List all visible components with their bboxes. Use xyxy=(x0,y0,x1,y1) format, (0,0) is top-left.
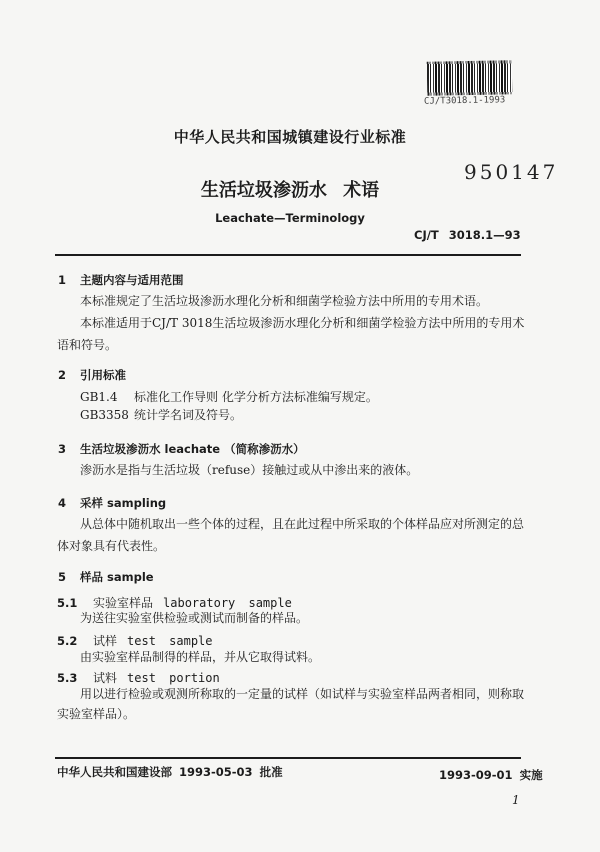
effective-date: 1993-09-01 实施 xyxy=(439,768,543,782)
header-divider xyxy=(55,254,521,256)
subsection-number: 5.2 xyxy=(57,634,78,648)
section-4-para-line-1: 从总体中随机取出一些个体的过程，且在此过程中所采取的个体样品应对所测定的总 xyxy=(80,517,525,531)
term-english: test sample xyxy=(127,634,213,648)
section-title: 引用标准 xyxy=(80,368,126,382)
term-chinese: 试样 xyxy=(93,634,118,648)
section-1-heading xyxy=(58,272,184,288)
term-english: laboratory sample xyxy=(163,596,292,610)
subsection-number: 5.3 xyxy=(57,671,78,685)
issuing-organization: 中华人民共和国城镇建设行业标准 xyxy=(173,128,407,146)
reference-code: GB3358 xyxy=(80,408,129,422)
page-title: 生活垃圾渗沥水 术语 xyxy=(200,180,380,201)
term-english: test portion xyxy=(127,671,220,685)
page-number: 1 xyxy=(512,793,520,807)
section-title: 生活垃圾渗沥水 leachate （简称渗沥水） xyxy=(80,442,305,456)
reference-text: 标准化工作导则 化学分析方法标准编写规定。 xyxy=(134,390,378,404)
document-number: 950147 xyxy=(464,160,559,184)
section-1-para-1: 本标准规定了生活垃圾渗沥水理化分析和细菌学检验方法中所用的专用术语。 xyxy=(80,294,489,308)
section-5-heading xyxy=(58,569,154,585)
subsection-5-2-definition: 由实验室样品制得的样品，并从它取得试料。 xyxy=(80,650,321,664)
section-4-heading xyxy=(58,495,166,511)
section-number: 4 xyxy=(58,496,67,510)
approval-line: 中华人民共和国建设部 1993-05-03 批准 xyxy=(57,765,283,779)
section-2-heading xyxy=(58,367,126,383)
section-3-para: 渗沥水是指与生活垃圾（refuse）接触过或从中渗出来的液体。 xyxy=(80,463,419,477)
page-title-english: Leachate—Terminology xyxy=(215,211,365,225)
term-chinese: 试料 xyxy=(93,671,118,685)
barcode-label: CJ/T3018.1-1993 xyxy=(423,95,506,107)
section-title: 采样 sampling xyxy=(80,496,167,510)
section-3-heading xyxy=(58,441,305,457)
section-number: 2 xyxy=(58,368,67,382)
section-title: 主题内容与适用范围 xyxy=(80,273,184,287)
section-number: 3 xyxy=(58,442,67,456)
subsection-5-1-definition: 为送往实验室供检验或测试而制备的样品。 xyxy=(80,611,309,625)
section-title: 样品 sample xyxy=(80,570,154,584)
reference-text: 统计学名词及符号。 xyxy=(134,408,243,422)
standard-code: CJ/T 3018.1—93 xyxy=(414,228,521,242)
barcode-graphic xyxy=(427,60,513,95)
subsection-5-3-definition-line-2: 实验室样品）。 xyxy=(57,707,136,721)
section-4-para-line-2: 体对象具有代表性。 xyxy=(57,539,166,553)
section-number: 5 xyxy=(58,570,67,584)
subsection-5-3-definition-line-1: 用以进行检验或观测所称取的一定量的试样（如试样与实验室样品两者相同，则称取 xyxy=(80,687,525,701)
term-chinese: 实验室样品 xyxy=(93,596,154,610)
footer-divider xyxy=(55,757,521,759)
section-1-para-2-line-2: 语和符号。 xyxy=(57,338,118,352)
reference-code: GB1.4 xyxy=(80,390,118,404)
section-number: 1 xyxy=(58,273,67,287)
subsection-number: 5.1 xyxy=(57,596,78,610)
section-1-para-2-line-1: 本标准适用于CJ/T 3018生活垃圾渗沥水理化分析和细菌学检验方法中所用的专用术 xyxy=(80,316,525,330)
reference-item xyxy=(80,404,242,426)
